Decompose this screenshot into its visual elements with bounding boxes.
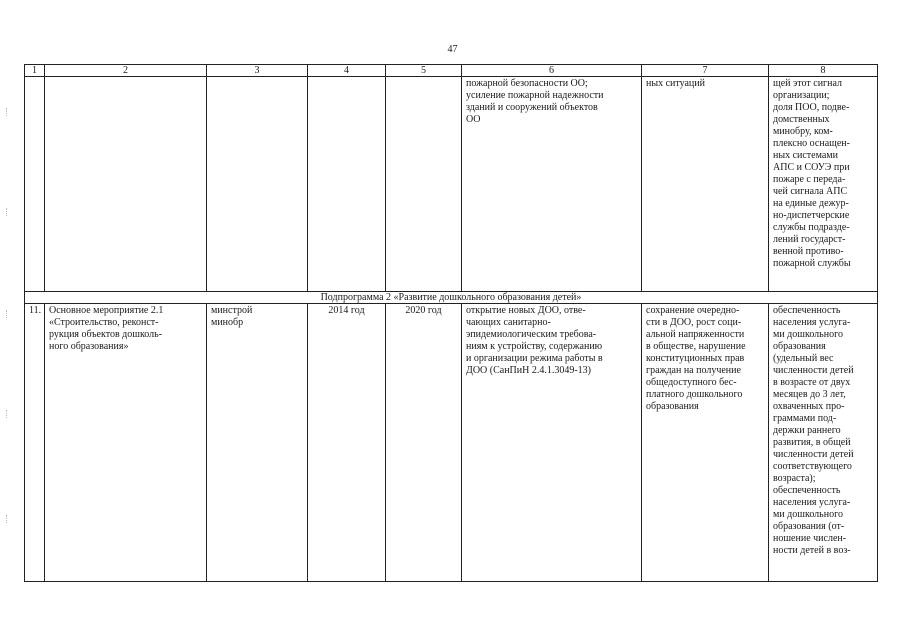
cell-line: альной напряженности — [646, 329, 745, 340]
cell-line: домственных — [773, 114, 830, 125]
cell-line: соответствующего — [773, 461, 852, 472]
consequences-cell — [642, 77, 769, 292]
cell-line: рукция объектов дошколь- — [49, 329, 163, 340]
column-header: 4 — [308, 65, 386, 77]
cell-line: конституционных прав — [646, 353, 745, 364]
cell-line: на единые дежур- — [773, 198, 849, 209]
subprogram-title: Подпрограмма 2 «Развитие дошкольного образования детей» — [25, 292, 878, 304]
cell-line: пожарной службы — [773, 258, 851, 269]
column-header: 8 — [769, 65, 878, 77]
cell-line: ОО — [466, 114, 481, 125]
cell-line: минобр — [211, 317, 244, 328]
cell-line: ми дошкольного — [773, 329, 843, 340]
cell-line: месяцев до 3 лет, — [773, 389, 846, 400]
cell-line: платного дошкольного — [646, 389, 743, 400]
cell-line: Основное мероприятие 2.1 — [49, 305, 164, 316]
measures-cell — [462, 77, 642, 292]
column-header: 3 — [207, 65, 308, 77]
column-header: 2 — [45, 65, 207, 77]
margin-mark — [6, 108, 8, 116]
cell-line: открытие новых ДОО, отве- — [466, 305, 586, 316]
cell-line: возраста); — [773, 473, 816, 484]
cell-line: образования (от- — [773, 521, 845, 532]
column-header: 5 — [386, 65, 462, 77]
cell-line: службы подразде- — [773, 222, 850, 233]
start-year-cell: 2014 год — [308, 304, 386, 582]
cell-line: в обществе, нарушение — [646, 341, 746, 352]
cell-line: сти в ДОО, рост соци- — [646, 317, 742, 328]
cell-line: в возрасте от двух — [773, 377, 851, 388]
consequences-cell — [642, 304, 769, 582]
cell-line: усиление пожарной надежности — [466, 90, 604, 101]
cell-line: чей сигнала АПС — [773, 186, 848, 197]
subprogram-row — [25, 292, 878, 304]
cell-line: граждан на получение — [646, 365, 741, 376]
cell-line: численности детей — [773, 365, 854, 376]
cell-line: пожаре с переда- — [773, 174, 846, 185]
cell-line: развития, в общей — [773, 437, 851, 448]
cell-line: но-диспетчерские — [773, 210, 850, 221]
table-row-continued — [25, 77, 878, 292]
cell-line: охваченных про- — [773, 401, 845, 412]
program-table — [24, 64, 878, 582]
cell-line: зданий и сооружений объектов — [466, 102, 598, 113]
table-cell — [308, 77, 386, 292]
cell-line: обеспеченность — [773, 305, 841, 316]
cell-line: ного образования» — [49, 341, 129, 352]
table-cell — [45, 77, 207, 292]
column-number-row — [25, 65, 878, 77]
cell-line: «Строительство, реконст- — [49, 317, 159, 328]
margin-mark — [6, 515, 8, 523]
cell-line: держки раннего — [773, 425, 841, 436]
margin-mark — [6, 208, 8, 216]
cell-line: эпидемиологическим требова- — [466, 329, 597, 340]
margin-mark — [6, 310, 8, 318]
cell-line: образования — [773, 341, 826, 352]
cell-line: ных системами — [773, 150, 838, 161]
cell-line: ми дошкольного — [773, 509, 843, 520]
column-header: 7 — [642, 65, 769, 77]
cell-line: минстрой — [211, 305, 253, 316]
cell-line: населения услуга- — [773, 317, 851, 328]
cell-line: доля ПОО, подве- — [773, 102, 850, 113]
margin-mark — [6, 410, 8, 418]
cell-line: венной противо- — [773, 246, 844, 257]
page-number: 47 — [447, 44, 458, 55]
table-cell — [207, 77, 308, 292]
cell-line: организации; — [773, 90, 830, 101]
cell-line: граммами под- — [773, 413, 837, 424]
indicators-cell — [769, 77, 878, 292]
end-year-cell: 2020 год — [386, 304, 462, 582]
cell-line: ниям к устройству, содержанию — [466, 341, 603, 352]
row-number: 11. — [25, 304, 45, 582]
cell-line: лений государст- — [773, 234, 846, 245]
cell-line: чающих санитарно- — [466, 317, 551, 328]
cell-line: и организации режима работы в — [466, 353, 603, 364]
table-row-11 — [25, 304, 878, 582]
indicators-cell — [769, 304, 878, 582]
cell-line: АПС и СОУЭ при — [773, 162, 850, 173]
cell-line: обеспеченность — [773, 485, 841, 496]
cell-line: образования — [646, 401, 699, 412]
cell-line: щей этот сигнал — [773, 78, 843, 89]
activity-name-cell — [45, 304, 207, 582]
executor-cell — [207, 304, 308, 582]
cell-line: (удельный вес — [773, 353, 834, 364]
table-cell — [386, 77, 462, 292]
cell-line: сохранение очередно- — [646, 305, 740, 316]
cell-line: ношение числен- — [773, 533, 847, 544]
cell-line: плексно оснащен- — [773, 138, 850, 149]
cell-line: ных ситуаций — [646, 78, 705, 89]
cell-line: общедоступного бес- — [646, 377, 737, 388]
cell-line: пожарной безопасности ОО; — [466, 78, 588, 89]
cell-line: численности детей — [773, 449, 854, 460]
cell-line: населения услуга- — [773, 497, 851, 508]
expected-result-cell — [462, 304, 642, 582]
column-header: 6 — [462, 65, 642, 77]
cell-line: ности детей в воз- — [773, 545, 851, 556]
column-header: 1 — [25, 65, 45, 77]
table-cell — [25, 77, 45, 292]
cell-line: ДОО (СанПиН 2.4.1.3049-13) — [466, 365, 592, 376]
cell-line: минобру, ком- — [773, 126, 833, 137]
